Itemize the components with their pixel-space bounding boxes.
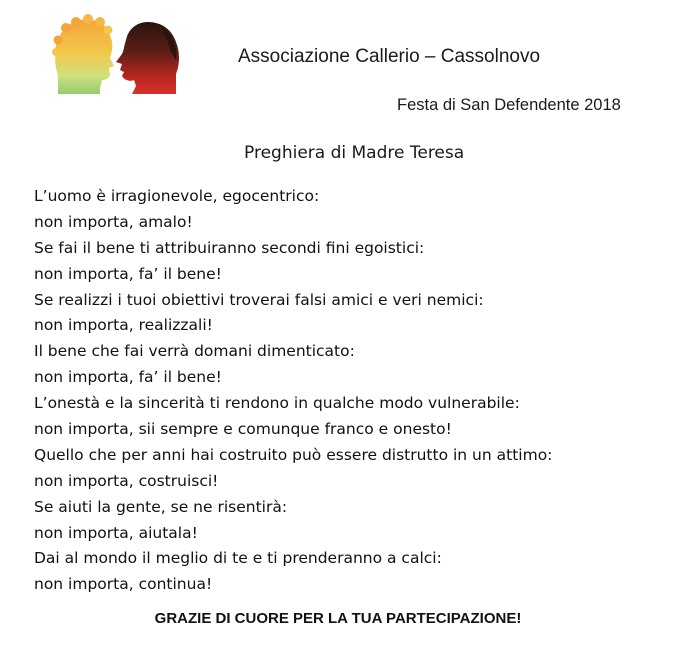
prayer-line: Se aiuti la gente, se ne risentirà: — [34, 497, 288, 516]
prayer-line: non importa, amalo! — [34, 212, 193, 231]
prayer-line: L’onestà e la sincerità ti rendono in qualche modo vulnerabile: — [34, 394, 520, 413]
prayer-text — [34, 184, 552, 598]
organization-name: Associazione Callerio – Cassolnovo — [238, 46, 541, 67]
prayer-line: L’uomo è irragionevole, egocentrico: — [34, 187, 320, 205]
thanks-message: GRAZIE DI CUORE PER LA TUA PARTECIPAZIONE! — [154, 610, 522, 627]
prayer-line: non importa, costruisci! — [34, 471, 219, 490]
prayer-line: Se realizzi i tuoi obiettivi troverai falsi amici e veri nemici: — [34, 290, 484, 309]
prayer-line: non importa, sii sempre e comunque franco e onesto! — [34, 420, 452, 439]
prayer-title: Preghiera di Madre Teresa — [244, 143, 465, 163]
prayer-line: Quello che per anni hai costruito può essere distrutto in un attimo: — [34, 445, 553, 464]
prayer-line: non importa, realizzali! — [34, 316, 213, 335]
prayer-line: non importa, fa’ il bene! — [34, 368, 222, 387]
prayer-line: non importa, continua! — [34, 575, 213, 594]
prayer-line: Il bene che fai verrà domani dimenticato: — [34, 342, 355, 361]
event-title: Festa di San Defendente 2018 — [397, 96, 621, 114]
two-heads-silhouette-logo-icon — [52, 14, 182, 96]
prayer-line: non importa, fa’ il bene! — [34, 264, 222, 283]
prayer-line: Dai al mondo il meglio di te e ti prenderanno a calci: — [34, 549, 442, 568]
prayer-line: Se fai il bene ti attribuiranno secondi fini egoistici: — [34, 238, 425, 257]
prayer-line: non importa, aiutala! — [34, 523, 198, 542]
